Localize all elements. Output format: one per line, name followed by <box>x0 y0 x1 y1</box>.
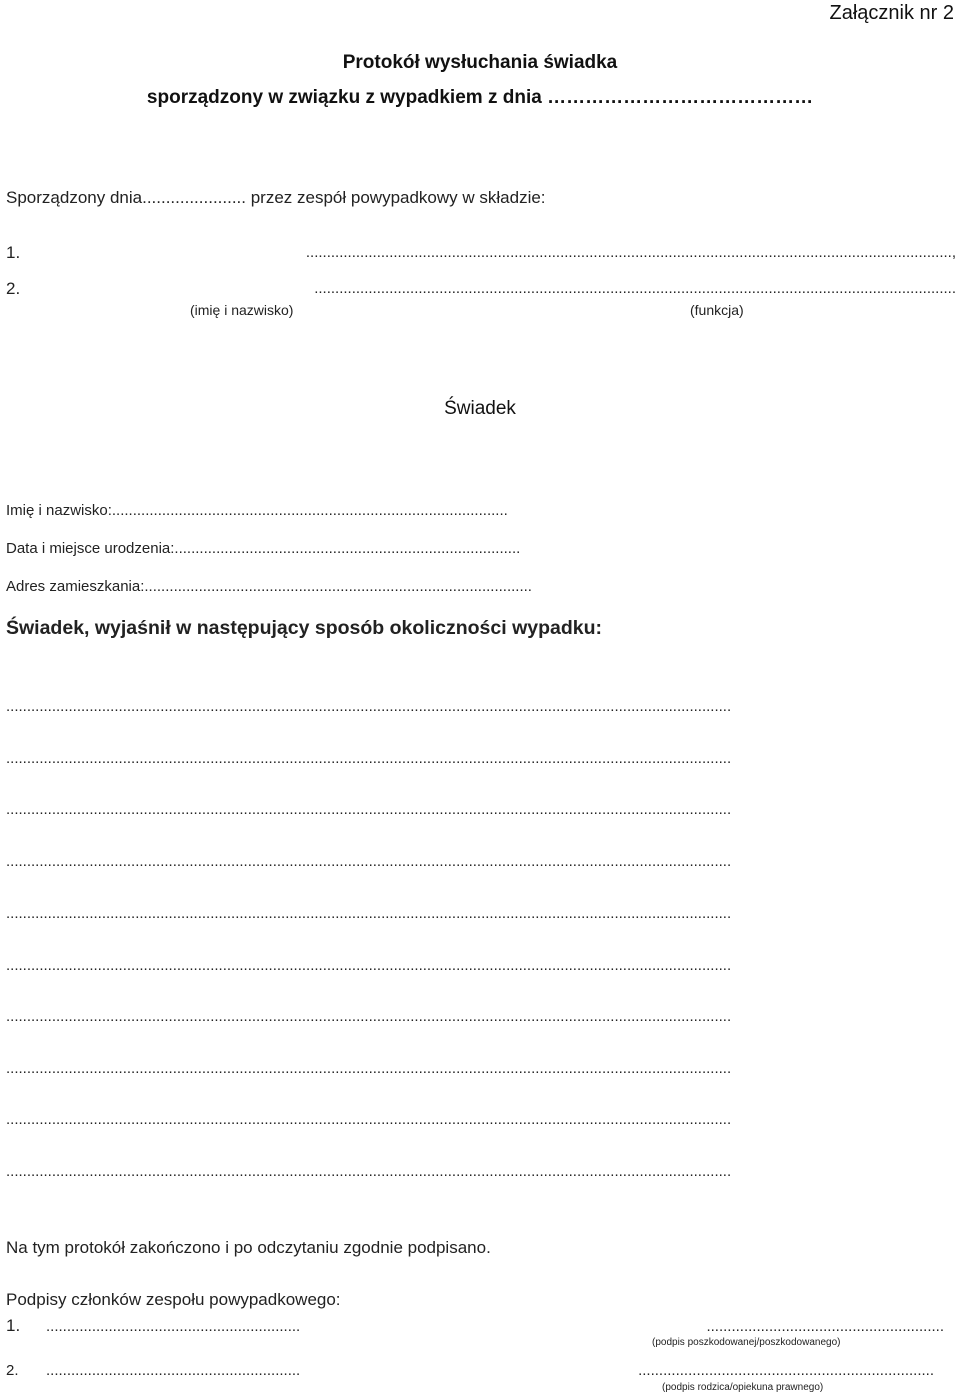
guardian-signature-field[interactable]: ....................................................................... <box>638 1362 934 1379</box>
witness-address-field[interactable]: Adres zamieszkania:............................................................................................. <box>6 578 532 595</box>
statement-line[interactable]: .............................................................................................................................................................................. <box>6 801 732 818</box>
statement-line[interactable]: .............................................................................................................................................................................. <box>6 957 732 974</box>
statement-line[interactable]: .............................................................................................................................................................................. <box>6 698 732 715</box>
member-1-number: 1. <box>6 243 21 262</box>
closing-statement: Na tym protokół zakończono i po odczytaniu zgodnie podpisano. <box>6 1238 491 1257</box>
victim-signature-field[interactable]: ......................................................... <box>706 1318 944 1335</box>
member-2-number: 2. <box>6 279 21 298</box>
document-title: Protokół wysłuchania świadka <box>342 52 618 73</box>
statement-line[interactable]: .............................................................................................................................................................................. <box>6 1060 732 1077</box>
document-subtitle: sporządzony w związku z wypadkiem z dnia …………………………………… <box>146 87 814 108</box>
statement-line[interactable]: .............................................................................................................................................................................. <box>6 1111 732 1128</box>
victim-signature-caption: (podpis poszkodowanej/poszkodowanego) <box>652 1337 841 1348</box>
guardian-signature-caption: (podpis rodzica/opiekuna prawnego) <box>662 1382 824 1393</box>
drawn-up-line[interactable]: Sporządzony dnia...................... przez zespół powypadkowy w składzie: <box>6 188 546 207</box>
annex-label: Załącznik nr 2 <box>829 2 954 24</box>
witness-birth-field[interactable]: Data i miejsce urodzenia:................................................................................... <box>6 540 521 557</box>
witness-heading: Świadek <box>444 398 516 419</box>
member-1-field[interactable]: ..........................................................................................................................................................., <box>305 244 956 261</box>
signatures-label: Podpisy członków zespołu powypadkowego: <box>6 1290 341 1309</box>
statement-line[interactable]: .............................................................................................................................................................................. <box>6 905 732 922</box>
statement-line[interactable]: .............................................................................................................................................................................. <box>6 853 732 870</box>
signature-2-field[interactable]: ............................................................. <box>46 1362 301 1379</box>
member-2-field[interactable]: .......................................................................................................................................................... <box>314 280 956 297</box>
function-caption: (funkcja) <box>690 302 744 318</box>
statement-heading: Świadek, wyjaśnił w następujący sposób okoliczności wypadku: <box>6 617 603 639</box>
signature-1-field[interactable]: ............................................................. <box>46 1318 301 1335</box>
statement-line[interactable]: .............................................................................................................................................................................. <box>6 1008 732 1025</box>
signature-1-number: 1. <box>6 1316 21 1335</box>
name-caption: (imię i nazwisko) <box>190 302 294 318</box>
witness-name-field[interactable]: Imię i nazwisko:............................................................................................... <box>6 502 508 519</box>
statement-line[interactable]: .............................................................................................................................................................................. <box>6 750 732 767</box>
statement-line[interactable]: .............................................................................................................................................................................. <box>6 1163 732 1180</box>
signature-2-number: 2. <box>6 1362 19 1379</box>
